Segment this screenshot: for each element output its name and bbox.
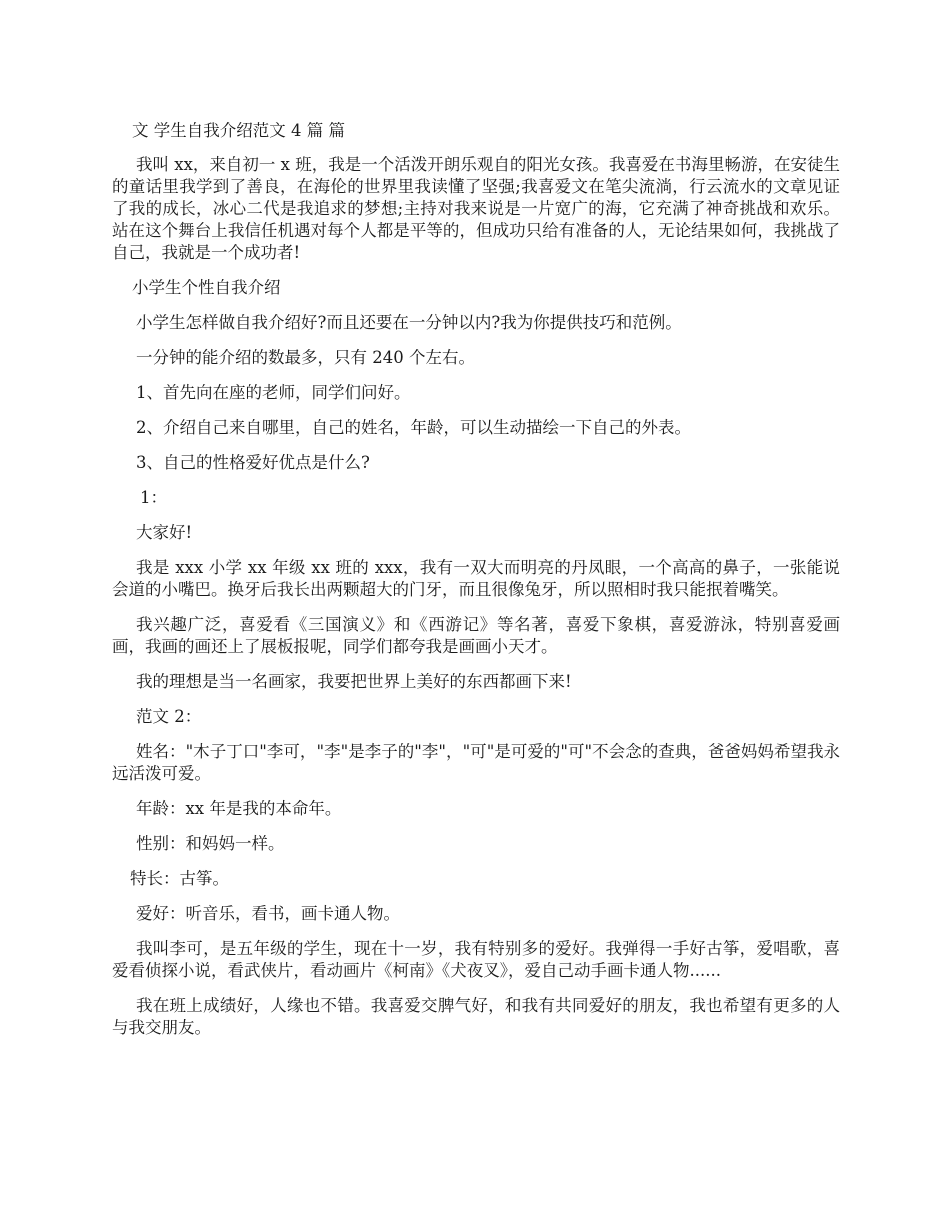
paragraph: 我是 xxx 小学 xx 年级 xx 班的 xxx，我有一双大而明亮的丹凤眼，一个高高的鼻子，一张能说会道的小嘴巴。换牙后我长出两颗超大的门牙，而且很像兔牙，所以照相时我只能抿着嘴笑。 [112,558,840,599]
paragraph: 一分钟的能介绍的数最多，只有 240 个左右。 [136,348,475,367]
paragraph: 我兴趣广泛，喜爱看《三国演义》和《西游记》等名著，喜爱下象棋，喜爱游泳，特别喜爱画画，我画的画还上了展板报呢，同学们都夸我是画画小天才。 [112,615,840,656]
field-gender: 性别：和妈妈一样。 [136,834,285,853]
paragraph: 大家好! [136,523,193,542]
paragraph: 我叫李可，是五年级的学生，现在十一岁，我有特别多的爱好。我弹得一手好古筝，爱唱歌，喜爱看侦探小说，看武侠片，看动画片《柯南》《犬夜叉》，爱自己动手画卡通人物...... [112,939,840,980]
field-hobbies: 爱好：听音乐，看书，画卡通人物。 [136,904,400,923]
paragraph: 我在班上成绩好，人缘也不错。我喜爱交脾气好，和我有共同爱好的朋友，我也希望有更多的人与我交朋友。 [112,996,840,1037]
example-heading: 范文 2： [136,707,202,726]
paragraph: 姓名："木子丁口"李可，"李"是李子的"李"，"可"是可爱的"可"不会念的查典，爸爸妈妈希望我永远活泼可爱。 [112,742,840,783]
list-item: 3、自己的性格爱好优点是什么? [136,453,370,472]
paragraph: 我的理想是当一名画家，我要把世界上美好的东西都画下来! [136,672,572,691]
document-title: 文 学生自我介绍范文 4 篇 篇 [132,121,345,140]
list-item: 1、首先向在座的老师，同学们问好。 [136,383,411,402]
section-heading: 小学生个性自我介绍 [132,278,281,297]
document-body [112,120,840,1052]
paragraph-intro: 我叫 xx，来自初一 x 班，我是一个活泼开朗乐观自的阳光女孩。我喜爱在书海里畅游，在安徒生的童话里我学到了善良，在海伦的世界里我读懂了坚强;我喜爱文在笔尖流淌，行云流水的文章见证了我的成长，冰心二代是我追求的梦想;主持对我来说是一片宽广的海，它充满了神奇挑战和欢乐。站在这个舞台上我信任机遇对每个人都是平等的，但成功只给有准备的人，无论结果如何，我挑战了自己，我就是一个成功者! [112,155,840,262]
paragraph: 小学生怎样做自我介绍好?而且还要在一分钟以内?我为你提供技巧和范例。 [136,313,682,332]
field-age: 年龄：xx 年是我的本命年。 [136,799,342,818]
list-item: 2、介绍自己来自哪里，自己的姓名，年龄，可以生动描绘一下自己的外表。 [136,418,691,437]
example-number: 1： [140,488,167,507]
field-specialty: 特长：古筝。 [130,869,229,888]
